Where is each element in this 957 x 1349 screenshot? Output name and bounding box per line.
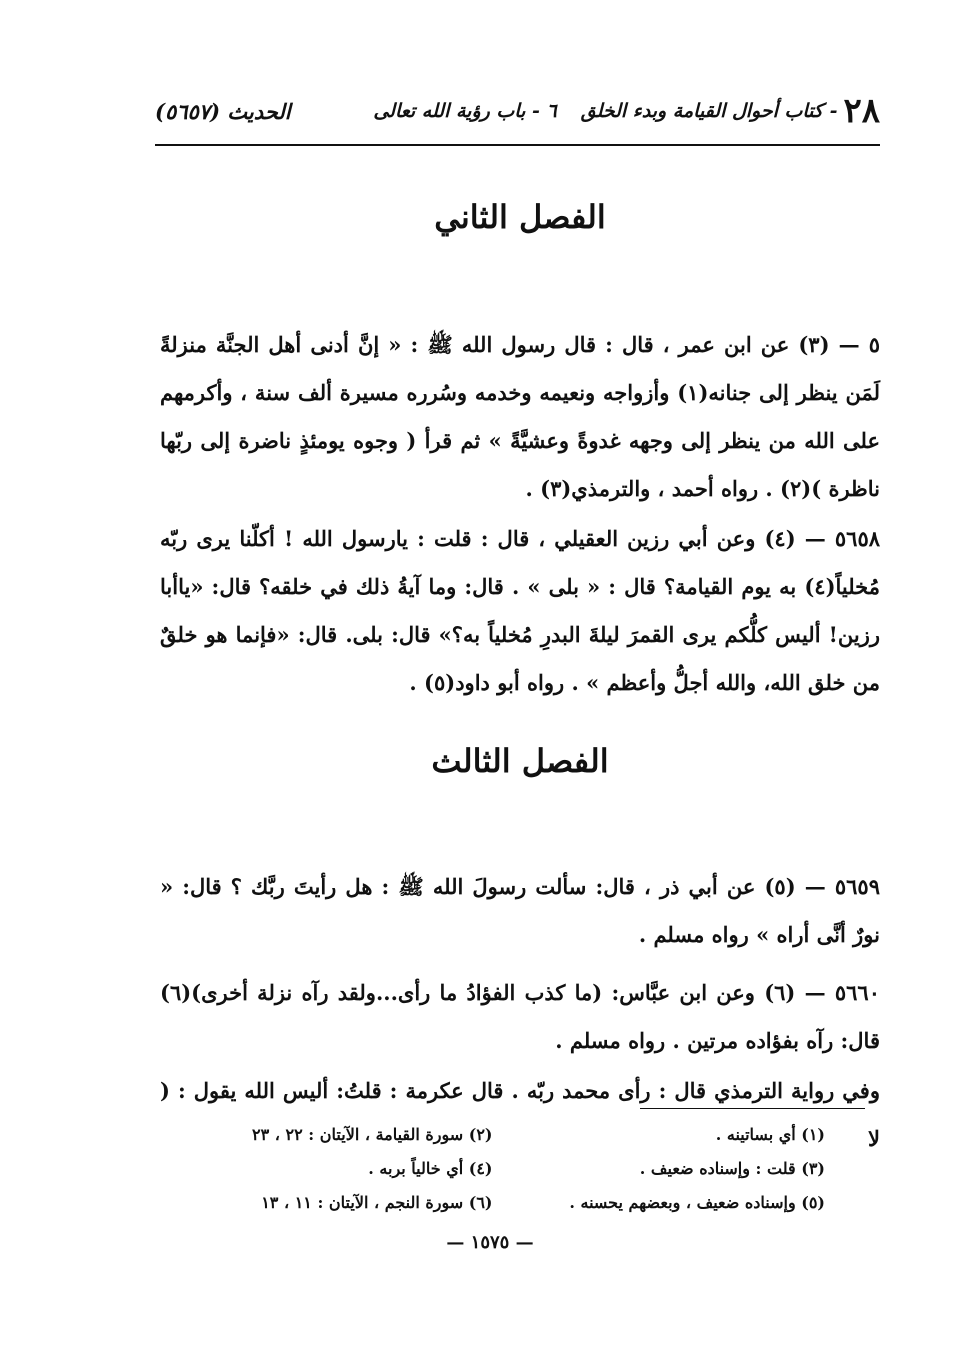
footnote-6: (٦) سورة النجم ، الآيتان : ١١ ، ١٣ — [261, 1193, 493, 1212]
footnote-2: (٢) سورة القيامة ، الآيتان : ٢٢ ، ٢٣ — [252, 1125, 493, 1144]
section-heading-second: الفصل الثاني — [434, 198, 606, 236]
header-page-number: ٢٨ — [843, 91, 880, 131]
page-folio: — ١٥٧٥ — — [446, 1232, 534, 1253]
footnote-1: (١) أي بساتينه . — [715, 1125, 825, 1144]
hadith-paragraph-5660: ٥٦٦٠ — (٦) وعن ابن عبَّاس: (ما كذب الفؤادُ ما رأى...ولقد رآه نزلة أخرى)(٦) قال: رآه بفؤاده مرتين . رواه مسلم . — [160, 980, 880, 1053]
footnote-5: (٥) وإسناده ضعيف ، وبعضهم يحسنه . — [569, 1193, 825, 1212]
hadith-paragraph-5657: ٥ — (٣) عن ابن عمر ، قال : قال رسول الله ﷺ : « إنَّ أدنى أهل الجنَّة منزلةً لَمَن ينظر إلى جنانه(١) وأزواجه ونعيمه وخدمه وسُرره مسيرة ألف سنة ، وأكرمهم على الله من ينظر إلى وجهه غدوةً وعشيَّةً » ثم قرأ ( وجوه يومئذٍ ناضرة إلى ربّها ناظرة )(٢) . رواه أحمد ، والترمذي(٣) . — [160, 332, 881, 501]
footnote-rule — [640, 1108, 865, 1109]
hadith-paragraph-5658: ٥٦٥٨ — (٤) وعن أبي رزين العقيلي ، قال : قلت : يارسول الله ! أكلّنا يرى ربّه مُخلياً(٤) به يوم القيامة؟ قال : « بلى » . قال: وما آيةُ ذلك في خلقه؟ قال: «ياأبا رزين! أليس كلُّكم يرى القمرَ ليلةَ البدرِ مُخلياً به؟» قال: بلى. قال: «فإنما هو خلقٌ من خلق الله، والله أجلُّ وأعظم » . رواه أبو داود(٥) . — [160, 526, 881, 695]
hadith-paragraph-5659: ٥٦٥٩ — (٥) عن أبي ذر ، قال: سألت رسولَ الله ﷺ : هل رأيتَ ربَّك ؟ قال: « نورٌ أنَّى أراه » رواه مسلم . — [160, 874, 880, 947]
header-rule — [155, 144, 880, 146]
header-chapter-title: ٦ - باب رؤية الله تعالى — [373, 100, 557, 122]
footnotes — [200, 1118, 825, 1220]
header-book-title: - كتاب أحوال القيامة وبدء الخلق — [580, 100, 838, 122]
footnote-3: (٣) قلت : وإسناده ضعيف . — [639, 1159, 825, 1178]
running-header — [155, 88, 880, 134]
header-right-group — [345, 91, 880, 131]
section-heading-third: الفصل الثالث — [431, 742, 609, 780]
footnote-4: (٤) أي خالياً بربه . — [368, 1159, 493, 1178]
hadith-paragraph-tirmidhi: وفي رواية الترمذي قال : رأى محمد ربّه . قال عكرمة : قلتُ: أليس الله يقول : ( لا — [160, 1078, 880, 1151]
header-hadith-range: الحديث (٥٦٥٧) — [155, 98, 291, 124]
